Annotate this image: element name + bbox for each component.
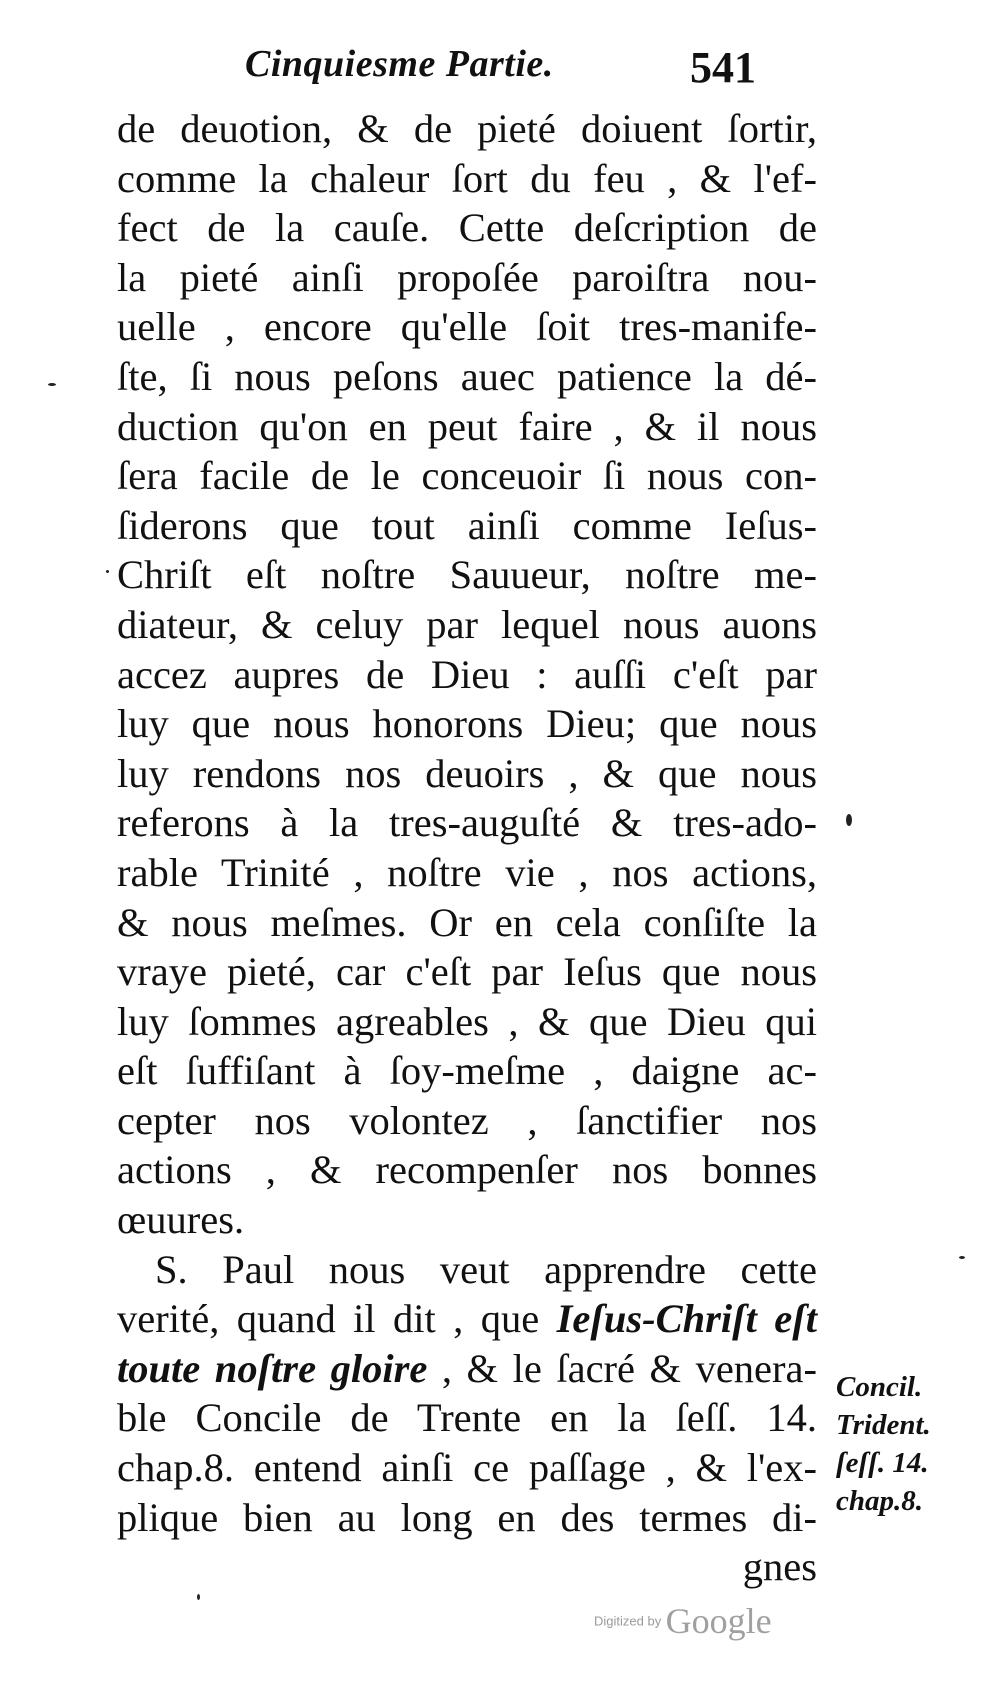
text-line: vraye pieté, car c'eſt par Ieſus que nous xyxy=(117,949,817,995)
google-logo: Google xyxy=(665,1601,772,1641)
page-number: 541 xyxy=(690,43,756,92)
text-line: ſte, ſi nous peſons auec patience la dé- xyxy=(117,353,817,399)
text-line: comme la chaleur ſort du feu , & l'ef- xyxy=(117,155,817,201)
text-line: uelle , encore qu'elle ſoit tres-manife- xyxy=(117,304,817,350)
margin-note-line: chap.8. xyxy=(836,1485,923,1517)
digitized-label: Digitized by xyxy=(594,1613,662,1629)
text-line: fect de la cauſe. Cette deſcription de xyxy=(117,205,817,251)
ink-speck xyxy=(106,570,109,573)
text-line: & nous meſmes. Or en cela conſiſte la xyxy=(117,899,817,945)
text-line: referons à la tres-auguſté & tres-ado- xyxy=(117,800,817,846)
text-line: luy que nous honorons Dieu; que nous xyxy=(117,701,817,747)
paragraph-2-line: plique bien au long en des termes di- xyxy=(117,1494,817,1540)
text-line: cepter nos volontez , ſanctifier nos xyxy=(117,1097,817,1143)
paragraph-2-line: chap.8. entend ainſi ce paſſage , & l'ex- xyxy=(117,1445,817,1491)
italic-quote: Ieſus-Chriſt eſt xyxy=(556,1296,817,1342)
text-line: accez aupres de Dieu : auſſi c'eſt par xyxy=(117,651,817,697)
text-line: rable Trinité , noſtre vie , nos actions, xyxy=(117,849,817,895)
text-line: œuures. xyxy=(117,1197,245,1243)
catchword: gnes xyxy=(742,1544,817,1590)
text-line: eſt ſuffiſant à ſoy-meſme , daigne ac- xyxy=(117,1048,817,1094)
text-span: verité, quand il dit , que xyxy=(117,1296,557,1342)
page-header xyxy=(245,42,805,102)
italic-quote: toute noſtre gloire xyxy=(117,1345,428,1391)
text-line: actions , & recompenſer nos bonnes xyxy=(117,1147,817,1193)
text-line: luy ſommes agreables , & que Dieu qui xyxy=(117,998,817,1044)
text-line: Chriſt eſt noſtre Sauueur, noſtre me- xyxy=(117,552,817,598)
ink-speck xyxy=(959,1256,965,1259)
paragraph-2-line xyxy=(117,1294,817,1344)
ink-speck xyxy=(846,814,852,826)
body-text xyxy=(117,104,817,1592)
paragraph-2-line xyxy=(117,1344,817,1394)
digitized-footer xyxy=(594,1600,772,1642)
text-line: diateur, & celuy par lequel nous auons xyxy=(117,601,817,647)
text-line: ſiderons que tout ainſi comme Ieſus- xyxy=(117,502,817,548)
text-line: ſera facile de le conceuoir ſi nous con- xyxy=(117,453,817,499)
paragraph-2-line: S. Paul nous veut apprendre cette xyxy=(155,1246,817,1292)
text-line: duction qu'on en peut faire , & il nous xyxy=(117,403,817,449)
margin-note-line: ſeſſ. 14. xyxy=(836,1447,929,1479)
text-line: luy rendons nos deuoirs , & que nous xyxy=(117,750,817,796)
text-line: la pieté ainſi propoſée paroiſtra nou- xyxy=(117,254,817,300)
margin-note-line: Concil. xyxy=(836,1371,923,1403)
margin-note-line: Trident. xyxy=(836,1409,931,1441)
running-title: Cinquiesme Partie. xyxy=(245,43,554,85)
text-span: , & le ſacré & venera- xyxy=(427,1345,817,1391)
ink-speck xyxy=(48,383,56,386)
margin-note xyxy=(836,1368,996,1520)
ink-speck xyxy=(197,1594,200,1600)
paragraph-2-line: ble Concile de Trente en la ſeſſ. 14. xyxy=(117,1395,817,1441)
text-line: de deuotion, & de pieté doiuent ſortir, xyxy=(117,106,817,151)
